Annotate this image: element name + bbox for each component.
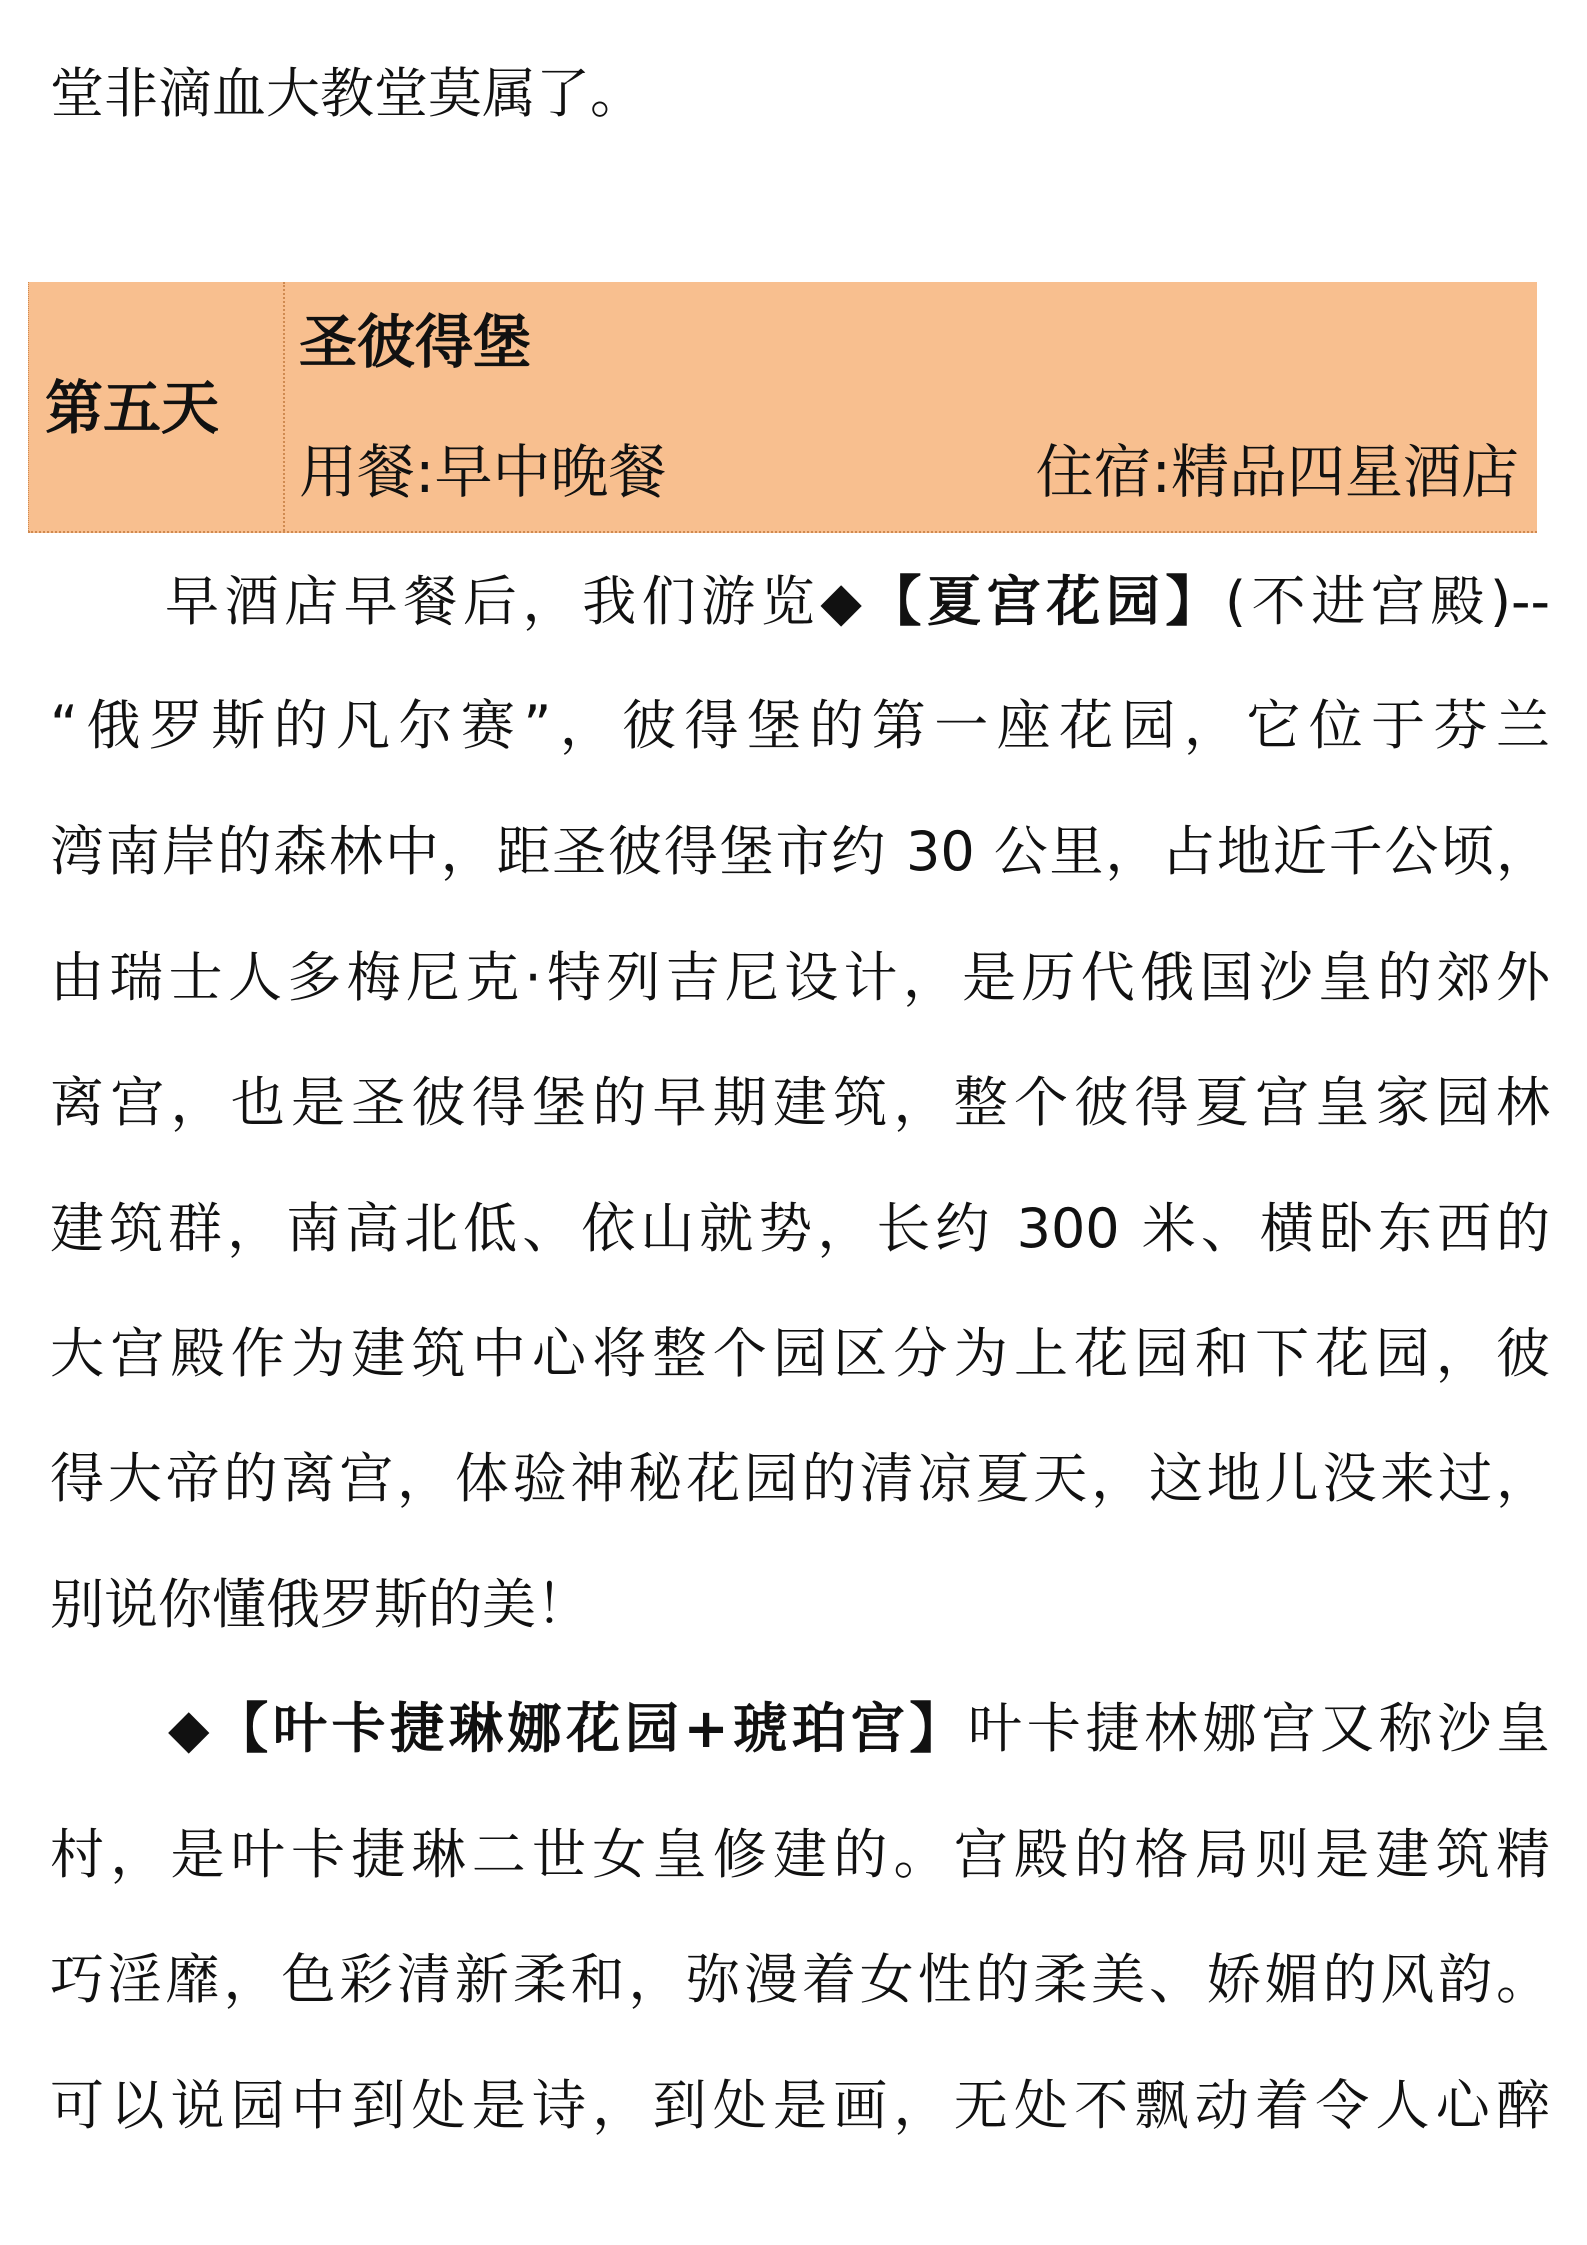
day-meals: 用餐:早中晚餐 — [299, 438, 667, 506]
p2-text-b: 叶卡捷林娜宫又称沙皇 — [968, 1697, 1550, 1760]
day-lodging: 住宿:精品四星酒店 — [1035, 438, 1519, 506]
paragraph-line: 可以说园中到处是诗，到处是画，无处不飘动着令人心醉 — [50, 2074, 1550, 2137]
p1-text-c: (不进宫殿)-- — [1225, 570, 1550, 633]
paragraph-line — [168, 1697, 1550, 1761]
paragraph-line — [165, 570, 1550, 634]
intro-tail-text: 堂非滴血大教堂莫属了。 — [50, 62, 644, 125]
day-banner — [28, 282, 1537, 533]
paragraph-line: 湾南岸的森林中，距圣彼得堡市约 30 公里，占地近千公顷， — [50, 820, 1550, 883]
day-label: 第五天 — [45, 374, 220, 442]
day-place: 圣彼得堡 — [299, 308, 532, 376]
paragraph-line: 巧淫靡，色彩清新柔和，弥漫着女性的柔美、娇媚的风韵。 — [50, 1948, 1550, 2011]
paragraph-line: 得大帝的离宫，体验神秘花园的清凉夏天，这地儿没来过， — [50, 1447, 1550, 1510]
paragraph-line: 由瑞士人多梅尼克·特列吉尼设计，是历代俄国沙皇的郊外 — [50, 946, 1550, 1009]
p1-text-a: 早酒店早餐后，我们游览◆ — [165, 570, 868, 633]
paragraph-line: 建筑群，南高北低、依山就势，长约 300 米、横卧东西的 — [50, 1197, 1550, 1260]
paragraph-line: 村，是叶卡捷琳二世女皇修建的。宫殿的格局则是建筑精 — [50, 1823, 1550, 1886]
paragraph-line: 大宫殿作为建筑中心将整个园区分为上花园和下花园，彼 — [50, 1322, 1550, 1385]
day-cell — [29, 282, 285, 531]
paragraph-line: 离宫，也是圣彼得堡的早期建筑，整个彼得夏宫皇家园林 — [50, 1071, 1550, 1134]
p1-highlight-summer-palace: 【夏宫花园】 — [867, 570, 1225, 633]
paragraph-line: 别说你懂俄罗斯的美！ — [50, 1573, 590, 1636]
p2-highlight-catherine-palace: ◆【叶卡捷琳娜花园+琥珀宫】 — [168, 1697, 969, 1760]
paragraph-line: “俄罗斯的凡尔赛”，彼得堡的第一座花园，它位于芬兰 — [50, 694, 1550, 757]
